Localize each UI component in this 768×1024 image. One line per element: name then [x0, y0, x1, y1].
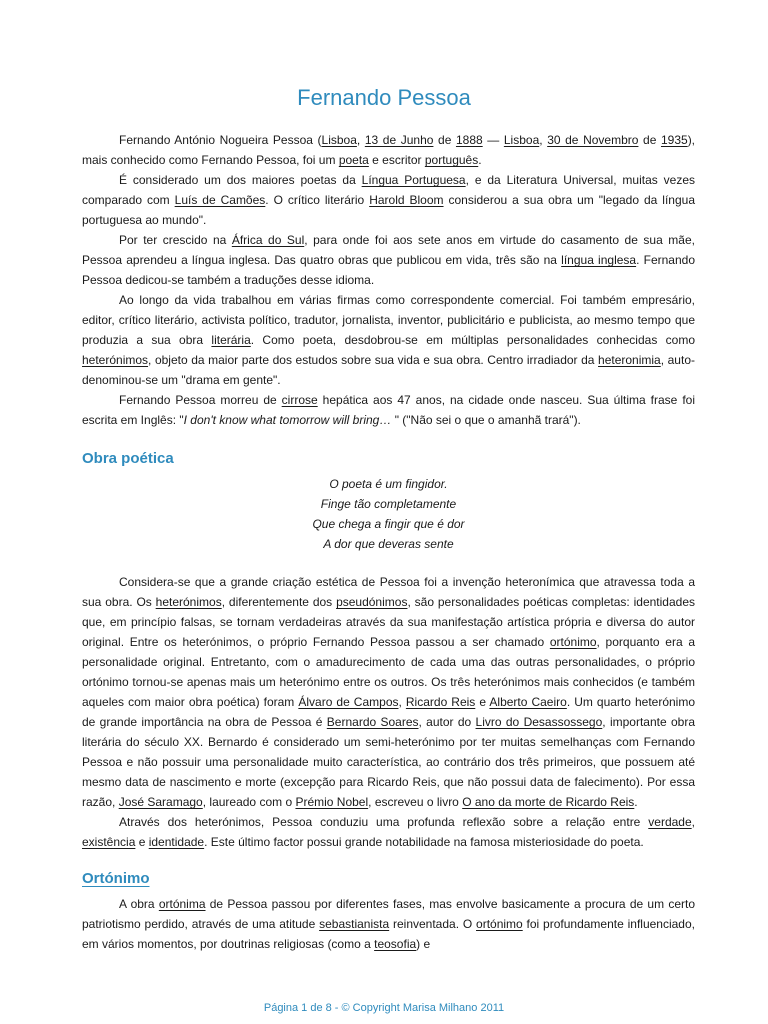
- text-run: foi profundamente influenciado, em vários momentos, por doutrinas religiosas (como a: [82, 917, 695, 951]
- wiki-link[interactable]: José Saramago: [118, 795, 203, 809]
- text-run: , laureado com o: [202, 795, 296, 809]
- wiki-link[interactable]: português: [424, 153, 479, 167]
- wiki-link[interactable]: O ano da morte de Ricardo Reis: [462, 795, 635, 809]
- wiki-link[interactable]: heterónimos: [82, 353, 149, 367]
- paragraph: [82, 812, 695, 852]
- wiki-link[interactable]: 1888: [455, 133, 483, 147]
- wiki-link[interactable]: Álvaro de Campos: [298, 695, 399, 709]
- text-run: de: [638, 133, 661, 147]
- text-run: , objeto da maior parte dos estudos sobre sua vida e sua obra. Centro irradiador da: [148, 353, 599, 367]
- poem-line: Finge tão completamente: [320, 497, 457, 511]
- wiki-link[interactable]: Prémio Nobel: [295, 795, 369, 809]
- wiki-link[interactable]: 1935: [660, 133, 688, 147]
- text-run: —: [482, 133, 504, 147]
- text-run: , escreveu o livro: [368, 795, 463, 809]
- text-run: A obra: [119, 897, 159, 911]
- text-run: ) e: [416, 937, 431, 951]
- intro-section: [82, 130, 695, 430]
- wiki-link[interactable]: Lisboa: [321, 133, 357, 147]
- text-run: considerou a sua obra um "legado da língua portuguesa ao mundo".: [82, 193, 696, 227]
- paragraph: [82, 572, 695, 812]
- section-heading-obra-poetica: Obra poética: [82, 450, 174, 467]
- paragraph: [82, 290, 695, 390]
- wiki-link[interactable]: poeta: [338, 153, 369, 167]
- obra-poetica-section: [82, 572, 695, 852]
- text-run: Ao longo da vida trabalhou em várias firmas como correspondente comercial. Foi também empresário, editor, crítico literário, activista político, tradutor, jornalista, inventor, publicitário e publicista, ao mesmo tempo que produzia a sua obra: [82, 293, 695, 347]
- paragraph: [82, 130, 695, 170]
- document-body: [82, 130, 695, 954]
- wiki-link[interactable]: pseudónimos: [336, 595, 408, 609]
- text-run: É considerado um dos maiores poetas da: [119, 173, 362, 187]
- wiki-link[interactable]: cirrose: [281, 393, 318, 407]
- wiki-link[interactable]: língua inglesa: [561, 253, 637, 267]
- text-run: ,: [691, 815, 695, 829]
- wiki-link[interactable]: Alberto Caeiro: [489, 695, 567, 709]
- text-run: , auto-denominou-se um "drama em gente".: [82, 353, 695, 387]
- text-run: e escritor: [368, 153, 425, 167]
- wiki-link[interactable]: heterónimos: [155, 595, 222, 609]
- text-run: ,: [398, 695, 406, 709]
- text-run: e: [135, 835, 149, 849]
- text-run: , autor do: [418, 715, 476, 729]
- quote-text: I don't know what tomorrow will bring…: [183, 413, 395, 427]
- paragraph: [82, 170, 695, 230]
- text-run: . Fernando Pessoa dedicou-se também a traduções desse idioma.: [82, 253, 695, 287]
- text-run: Fernando Pessoa morreu de: [119, 393, 282, 407]
- text-run: , porquanto era a personalidade original. Entretanto, com o amadurecimento de cada uma das outras personalidades, o próprio ortónimo tornou-se apenas mais um heterónimo entre os outros. Os três heterónimos mais conhecidos (e também aqueles com maior obra poética) foram: [82, 635, 695, 709]
- text-run: ,: [356, 133, 365, 147]
- text-run: hepática aos 47 anos, na cidade onde nasceu. Sua última frase foi escrita em Inglês: ": [82, 393, 695, 427]
- wiki-link[interactable]: sebastianista: [319, 917, 390, 931]
- text-run: de Pessoa passou por diferentes fases, mas envolve basicamente a procura de um certo patriotismo perdido, através de uma atitude: [82, 897, 695, 931]
- poem-line: O poeta é um fingidor.: [329, 477, 448, 491]
- wiki-link[interactable]: Língua Portuguesa: [361, 173, 466, 187]
- text-run: Considera-se que a grande criação estética de Pessoa foi a invenção heteronímica que atravessa toda a sua obra. Os: [82, 575, 695, 609]
- wiki-link[interactable]: identidade: [148, 835, 205, 849]
- wiki-link[interactable]: ortónima: [158, 897, 206, 911]
- text-run: .: [478, 153, 482, 167]
- paragraph: [82, 894, 695, 954]
- text-run: , para onde foi aos sete anos em virtude do casamento de sua mãe, Pessoa aprendeu a língua inglesa. Das quatro obras que publicou em vida, três são na: [82, 233, 695, 267]
- text-run: reinventada. O: [389, 917, 477, 931]
- text-run: . Como poeta, desdobrou-se em múltiplas personalidades conhecidas como: [250, 333, 695, 347]
- wiki-link[interactable]: Ricardo Reis: [405, 695, 476, 709]
- text-run: Fernando António Nogueira Pessoa (: [119, 133, 322, 147]
- ortonimo-section: [82, 894, 695, 954]
- wiki-link[interactable]: Luís de Camões: [174, 193, 266, 207]
- wiki-link[interactable]: Lisboa: [503, 133, 540, 147]
- wiki-link[interactable]: África do Sul: [231, 233, 305, 247]
- text-run: Por ter crescido na: [119, 233, 232, 247]
- wiki-link[interactable]: Bernardo Soares: [326, 715, 419, 729]
- text-run: . Um quarto heterónimo de grande importância na obra de Pessoa é: [82, 695, 696, 729]
- text-run: , diferentemente dos: [221, 595, 337, 609]
- text-run: e: [475, 695, 490, 709]
- text-run: ), mais conhecido como Fernando Pessoa, foi um: [82, 133, 696, 167]
- wiki-link[interactable]: 30 de Novembro: [547, 133, 639, 147]
- text-run: .: [634, 795, 638, 809]
- text-run: , são personalidades poéticas completas: identidades que, em princípio falsas, se tornam verdadeiras através da sua manifestação artística própria e diversa do autor original. Entre os heterónimos, o próprio Fernando Pessoa passou a ser chamado: [82, 595, 695, 649]
- paragraph: [82, 390, 695, 430]
- wiki-link[interactable]: 13 de Junho: [364, 133, 434, 147]
- section-heading-ortonimo: Ortónimo: [82, 870, 150, 887]
- poem-line: Que chega a fingir que é dor: [312, 517, 465, 531]
- wiki-link[interactable]: verdade: [648, 815, 692, 829]
- poem-line: A dor que deveras sente: [323, 537, 454, 551]
- wiki-link[interactable]: heteronimia: [598, 353, 661, 367]
- wiki-link[interactable]: Harold Bloom: [369, 193, 444, 207]
- wiki-link[interactable]: existência: [82, 835, 136, 849]
- text-run: . O crítico literário: [265, 193, 370, 207]
- wiki-link[interactable]: ortónimo: [476, 917, 523, 931]
- page-title: Fernando Pessoa: [297, 85, 471, 110]
- text-run: de: [433, 133, 456, 147]
- wiki-link[interactable]: teosofia: [374, 937, 417, 951]
- text-run: . Este último factor possui grande notabilidade na famosa misteriosidade do poeta.: [204, 835, 644, 849]
- poem: [82, 474, 695, 554]
- paragraph: [82, 230, 695, 290]
- text-run: " ("Não sei o que o amanhã trará").: [394, 413, 581, 427]
- text-run: , e da Literatura Universal, muitas vezes comparado com: [82, 173, 695, 207]
- text-run: , importante obra literária do século XX. Bernardo é considerado um semi-heterónimo por ter muitas semelhanças com Fernando Pessoa e não possuir uma personalidade muito característica, ao contrário dos três primeiros, que possuem até mesmo data de nascimento e morte (excepção para Ricardo Reis, que não possui data de falecimento). Por essa razão,: [82, 715, 695, 809]
- text-run: Através dos heterónimos, Pessoa conduziu uma profunda reflexão sobre a relação entre: [119, 815, 649, 829]
- wiki-link[interactable]: literária: [211, 333, 251, 347]
- page-footer: Página 1 de 8 - © Copyright Marisa Milhano 2011: [263, 1002, 505, 1014]
- text-run: ,: [539, 133, 548, 147]
- wiki-link[interactable]: ortónimo: [549, 635, 597, 649]
- wiki-link[interactable]: Livro do Desassossego: [475, 715, 603, 729]
